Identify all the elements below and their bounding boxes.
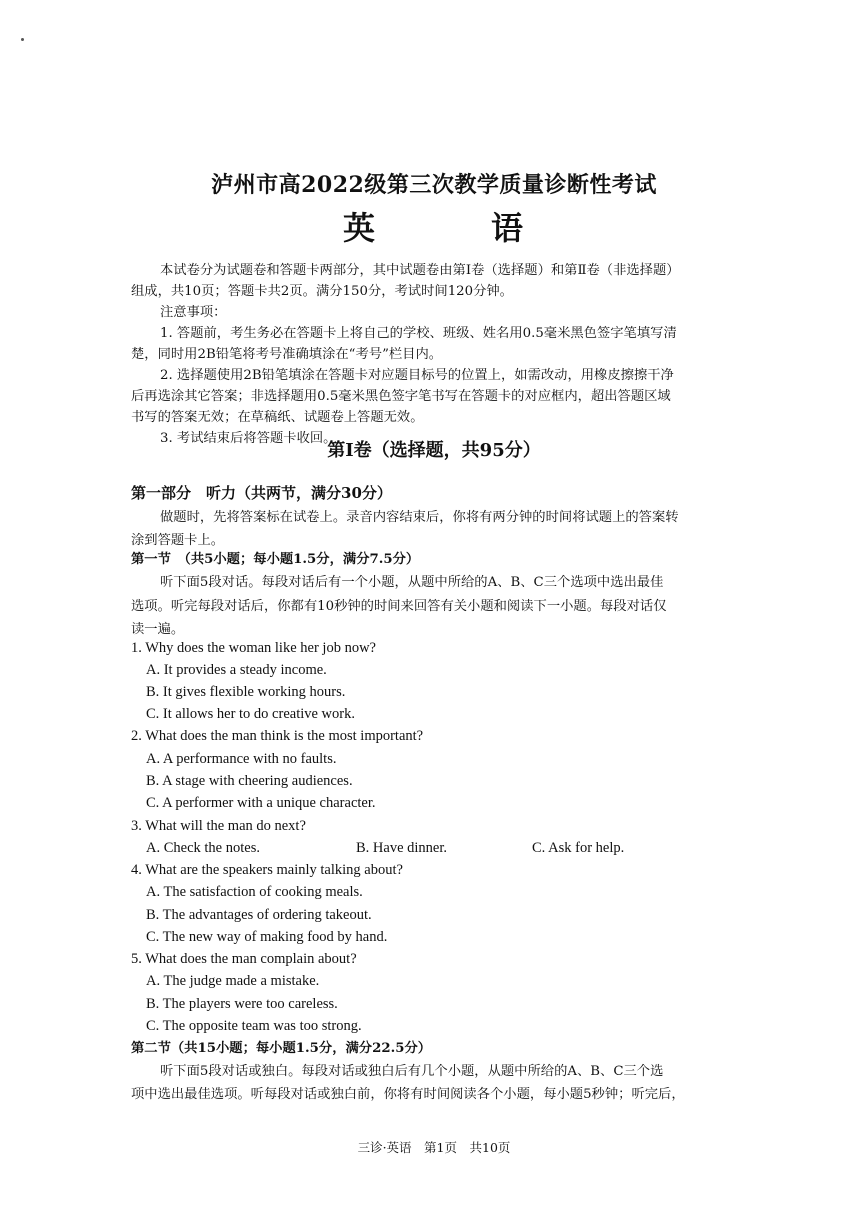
question-stem: 3. What will the man do next? bbox=[131, 818, 306, 834]
part1-heading: 第一部分 听力（共两节，满分30分） bbox=[131, 484, 392, 502]
question-stem: 5. What does the man complain about? bbox=[131, 951, 357, 967]
section1-line: 听下面5段对话。每段对话后有一个小题，从题中所给的A、B、C三个选项中选出最佳 bbox=[160, 575, 664, 590]
volume-title: 第Ⅰ卷（选择题，共95分） bbox=[327, 440, 541, 461]
option: A. It provides a steady income. bbox=[146, 662, 327, 678]
intro-line: 2. 选择题使用2B铅笔填涂在答题卡对应题目标号的位置上，如需改动，用橡皮擦擦干净 bbox=[160, 368, 674, 383]
intro-line: 楚，同时用2B铅笔将考号准确填涂在“考号”栏目内。 bbox=[131, 347, 443, 362]
option: B. A stage with cheering audiences. bbox=[146, 773, 353, 789]
section1-line: 读一遍。 bbox=[131, 622, 185, 637]
intro-line: 1. 答题前，考生务必在答题卡上将自己的学校、班级、姓名用0.5毫米黑色签字笔填写清 bbox=[160, 326, 677, 341]
question-stem: 1. Why does the woman like her job now? bbox=[131, 640, 376, 656]
question-stem: 2. What does the man think is the most important? bbox=[131, 728, 424, 744]
option: B. The players were too careless. bbox=[146, 996, 338, 1012]
intro-line: 3. 考试结束后将答题卡收回。 bbox=[160, 431, 337, 446]
option: B. The advantages of ordering takeout. bbox=[146, 907, 372, 923]
question-stem: 4. What are the speakers mainly talking about? bbox=[131, 862, 403, 878]
option: C. Ask for help. bbox=[532, 840, 625, 856]
intro-line: 书写的答案无效；在草稿纸、试题卷上答题无效。 bbox=[131, 410, 424, 425]
option: C. The opposite team was too strong. bbox=[146, 1018, 362, 1034]
option: C. A performer with a unique character. bbox=[146, 795, 376, 811]
part1-line: 涂到答题卡上。 bbox=[131, 533, 225, 548]
option: A. The satisfaction of cooking meals. bbox=[146, 884, 363, 900]
intro-line: 后再选涂其它答案；非选择题用0.5毫米黑色签字笔书写在答题卡的对应框内，超出答题区域 bbox=[131, 389, 671, 404]
option: A. The judge made a mistake. bbox=[146, 973, 320, 989]
option: C. It allows her to do creative work. bbox=[146, 706, 355, 722]
subject-title: 英 语 bbox=[342, 209, 565, 247]
scan-mark bbox=[21, 38, 24, 41]
option: A. Check the notes. bbox=[146, 840, 260, 856]
intro-line: 本试卷分为试题卷和答题卡两部分，其中试题卷由第Ⅰ卷（选择题）和第Ⅱ卷（非选择题） bbox=[160, 263, 680, 278]
section2-heading: 第二节（共15小题；每小题1.5分，满分22.5分） bbox=[131, 1041, 432, 1056]
option: B. Have dinner. bbox=[356, 840, 448, 856]
section1-heading: 第一节 （共5小题；每小题1.5分，满分7.5分） bbox=[131, 552, 420, 567]
option: B. It gives flexible working hours. bbox=[146, 684, 346, 700]
section2-line: 听下面5段对话或独白。每段对话或独白后有几个小题，从题中所给的A、B、C三个选 bbox=[160, 1064, 664, 1079]
page-footer: 三诊·英语 第1页 共10页 bbox=[357, 1140, 511, 1155]
section2-line: 项中选出最佳选项。听每段对话或独白前，你将有时间阅读各个小题，每小题5秒钟；听完后， bbox=[131, 1087, 685, 1102]
part1-line: 做题时，先将答案标在试卷上。录音内容结束后，你将有两分钟的时间将试题上的答案转 bbox=[160, 510, 679, 525]
exam-title: 泸州市高2022级第三次教学质量诊断性考试 bbox=[211, 172, 657, 198]
option: A. A performance with no faults. bbox=[146, 751, 337, 767]
section1-line: 选项。听完每段对话后，你都有10秒钟的时间来回答有关小题和阅读下一小题。每段对话仅 bbox=[131, 599, 667, 614]
notice-heading: 注意事项： bbox=[160, 305, 227, 320]
intro-line: 组成，共10页；答题卡共2页。满分150分，考试时间120分钟。 bbox=[131, 284, 513, 299]
option: C. The new way of making food by hand. bbox=[146, 929, 388, 945]
